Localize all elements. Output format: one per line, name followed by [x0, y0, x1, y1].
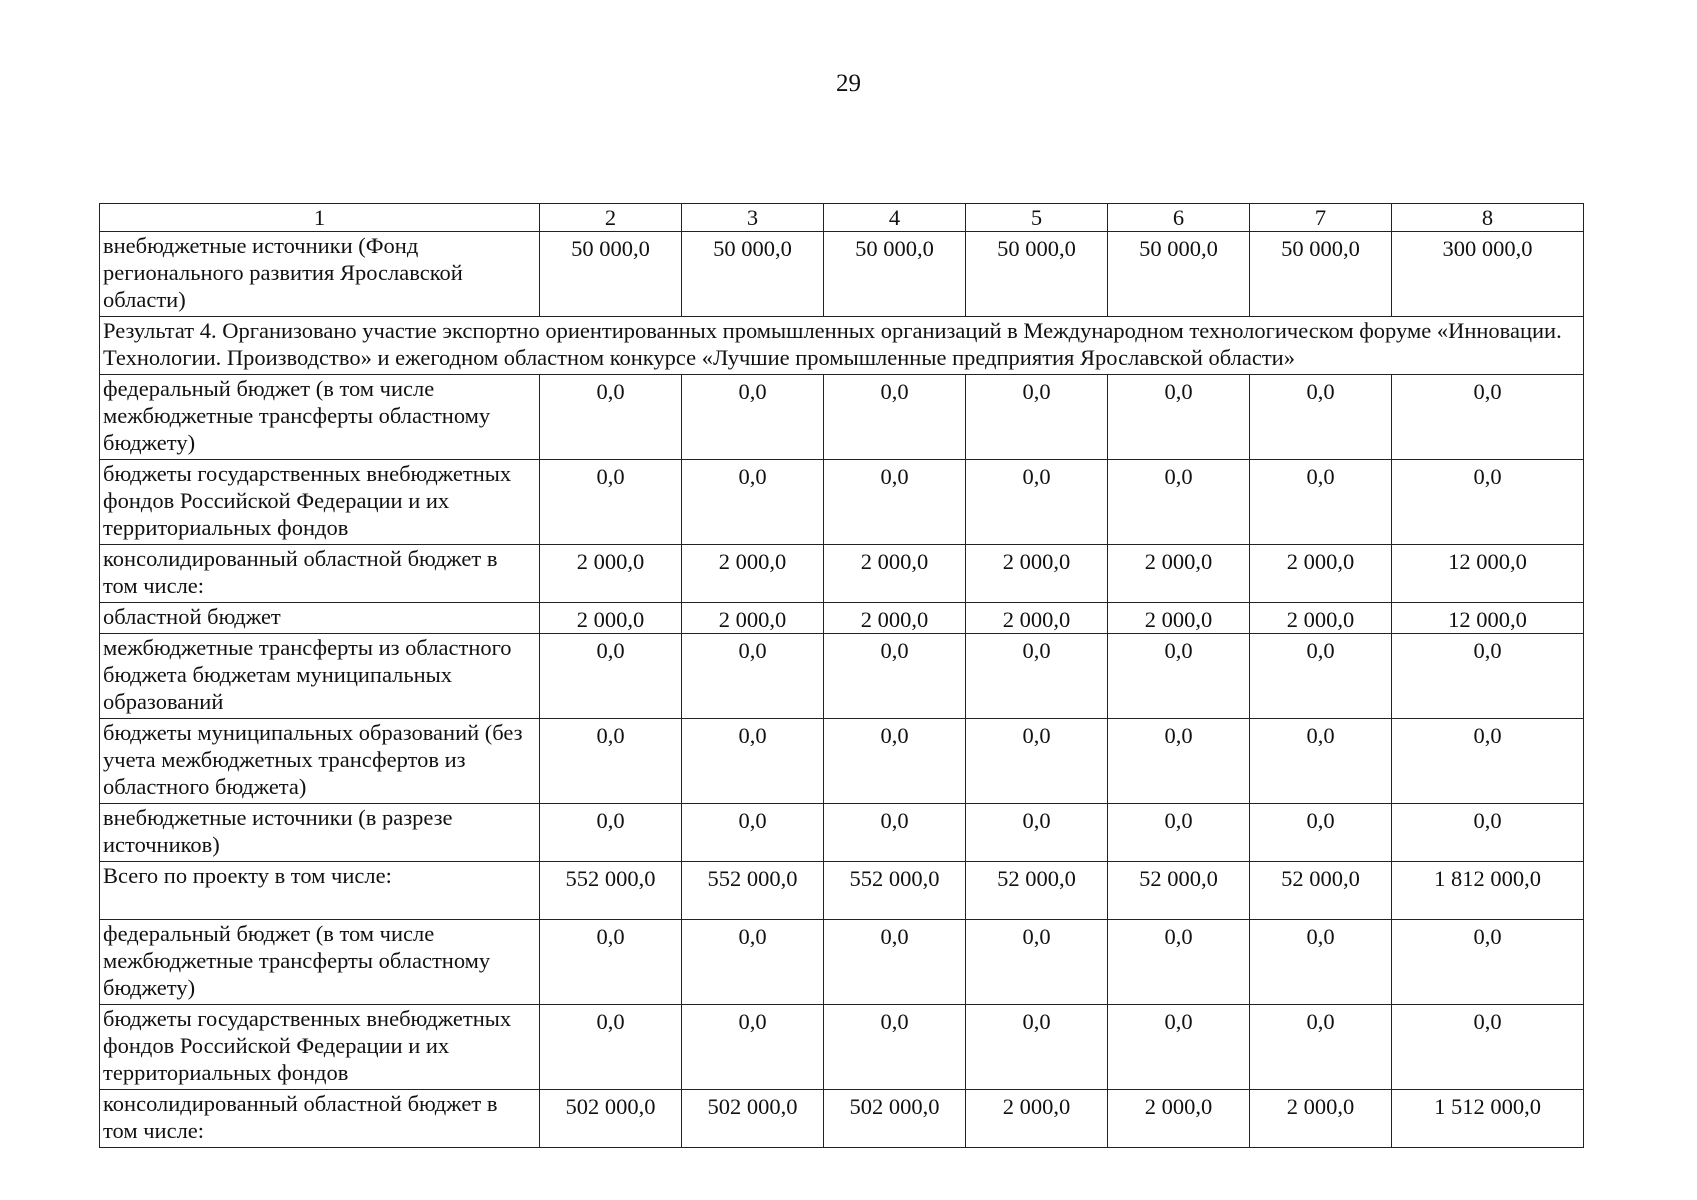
cell-value: 0,0 [824, 719, 966, 804]
cell-value: 502 000,0 [540, 1090, 682, 1148]
cell-value: 0,0 [966, 920, 1108, 1005]
cell-value: 0,0 [966, 804, 1108, 862]
cell-value: 0,0 [966, 1005, 1108, 1090]
cell-value: 0,0 [1250, 920, 1392, 1005]
cell-value: 0,0 [1108, 920, 1250, 1005]
table-header-row [100, 204, 1584, 232]
table-row [100, 1005, 1584, 1090]
cell-value: 0,0 [1392, 460, 1584, 545]
row-label: бюджеты государственных внебюджетных фондов Российской Федерации и их территориальных фондов [100, 1005, 540, 1090]
cell-value: 2 000,0 [1250, 603, 1392, 634]
cell-value: 50 000,0 [1108, 232, 1250, 317]
cell-value: 0,0 [966, 460, 1108, 545]
cell-value: 2 000,0 [682, 603, 824, 634]
cell-value: 2 000,0 [540, 603, 682, 634]
cell-value: 2 000,0 [824, 545, 966, 603]
cell-value: 2 000,0 [1250, 545, 1392, 603]
cell-value: 1 512 000,0 [1392, 1090, 1584, 1148]
result-row [100, 317, 1584, 375]
column-header: 4 [824, 204, 966, 232]
cell-value: 50 000,0 [1250, 232, 1392, 317]
cell-value: 300 000,0 [1392, 232, 1584, 317]
cell-value: 0,0 [540, 920, 682, 1005]
row-label: бюджеты государственных внебюджетных фондов Российской Федерации и их территориальных фондов [100, 460, 540, 545]
page-number: 29 [836, 70, 861, 97]
cell-value: 12 000,0 [1392, 545, 1584, 603]
cell-value: 0,0 [540, 375, 682, 460]
cell-value: 0,0 [824, 634, 966, 719]
cell-value: 0,0 [1250, 719, 1392, 804]
cell-value: 0,0 [1392, 804, 1584, 862]
row-label: федеральный бюджет (в том числе межбюджетные трансферты областному бюджету) [100, 375, 540, 460]
table-row [100, 804, 1584, 862]
cell-value: 50 000,0 [824, 232, 966, 317]
cell-value: 1 812 000,0 [1392, 862, 1584, 920]
row-label: консолидированный областной бюджет в том числе: [100, 1090, 540, 1148]
cell-value: 52 000,0 [966, 862, 1108, 920]
cell-value: 552 000,0 [540, 862, 682, 920]
table-row [100, 375, 1584, 460]
cell-value: 0,0 [540, 719, 682, 804]
cell-value: 0,0 [540, 634, 682, 719]
cell-value: 0,0 [1108, 375, 1250, 460]
cell-value: 0,0 [1392, 920, 1584, 1005]
cell-value: 2 000,0 [1108, 545, 1250, 603]
cell-value: 0,0 [540, 1005, 682, 1090]
cell-value: 0,0 [682, 920, 824, 1005]
cell-value: 0,0 [966, 375, 1108, 460]
cell-value: 0,0 [682, 375, 824, 460]
cell-value: 50 000,0 [540, 232, 682, 317]
cell-value: 0,0 [540, 460, 682, 545]
column-header: 8 [1392, 204, 1584, 232]
cell-value: 12 000,0 [1392, 603, 1584, 634]
cell-value: 0,0 [966, 634, 1108, 719]
cell-value: 50 000,0 [682, 232, 824, 317]
cell-value: 0,0 [540, 804, 682, 862]
cell-value: 552 000,0 [682, 862, 824, 920]
cell-value: 0,0 [1108, 719, 1250, 804]
result-heading: Результат 4. Организовано участие экспортно ориентированных промышленных организаций в Международном технологическом форуме «Инновации. Технологии. Производство» и ежегодном областном конкурсе «Лучшие промышленные предприятия Ярославской области» [100, 317, 1584, 375]
cell-value: 0,0 [1108, 460, 1250, 545]
row-label: внебюджетные источники (в разрезе источников) [100, 804, 540, 862]
cell-value: 52 000,0 [1250, 862, 1392, 920]
cell-value: 2 000,0 [824, 603, 966, 634]
table-row [100, 920, 1584, 1005]
cell-value: 2 000,0 [1250, 1090, 1392, 1148]
cell-value: 0,0 [1392, 375, 1584, 460]
cell-value: 0,0 [1250, 460, 1392, 545]
budget-table [99, 203, 1584, 1148]
cell-value: 0,0 [1250, 634, 1392, 719]
cell-value: 0,0 [1108, 1005, 1250, 1090]
cell-value: 2 000,0 [1108, 603, 1250, 634]
cell-value: 0,0 [1250, 804, 1392, 862]
row-label: Всего по проекту в том числе: [100, 862, 540, 920]
cell-value: 0,0 [682, 804, 824, 862]
table-row [100, 634, 1584, 719]
cell-value: 2 000,0 [682, 545, 824, 603]
cell-value: 0,0 [1392, 634, 1584, 719]
column-header: 2 [540, 204, 682, 232]
cell-value: 2 000,0 [540, 545, 682, 603]
row-label: консолидированный областной бюджет в том числе: [100, 545, 540, 603]
cell-value: 0,0 [824, 920, 966, 1005]
table-row [100, 545, 1584, 603]
cell-value: 0,0 [682, 460, 824, 545]
row-label: областной бюджет [100, 603, 540, 634]
row-label: бюджеты муниципальных образований (без учета межбюджетных трансфертов из областного бюджета) [100, 719, 540, 804]
cell-value: 0,0 [824, 1005, 966, 1090]
cell-value: 2 000,0 [966, 545, 1108, 603]
table-row [100, 232, 1584, 317]
cell-value: 552 000,0 [824, 862, 966, 920]
table-row [100, 603, 1584, 634]
column-header: 1 [100, 204, 540, 232]
cell-value: 0,0 [682, 634, 824, 719]
cell-value: 0,0 [682, 719, 824, 804]
cell-value: 0,0 [1250, 375, 1392, 460]
cell-value: 502 000,0 [682, 1090, 824, 1148]
table-row [100, 862, 1584, 920]
cell-value: 0,0 [1392, 1005, 1584, 1090]
cell-value: 2 000,0 [1108, 1090, 1250, 1148]
cell-value: 0,0 [824, 375, 966, 460]
column-header: 5 [966, 204, 1108, 232]
row-label: внебюджетные источники (Фонд регионального развития Ярославской области) [100, 232, 540, 317]
column-header: 7 [1250, 204, 1392, 232]
cell-value: 0,0 [1108, 804, 1250, 862]
cell-value: 2 000,0 [966, 603, 1108, 634]
cell-value: 50 000,0 [966, 232, 1108, 317]
table-row [100, 719, 1584, 804]
column-header: 6 [1108, 204, 1250, 232]
cell-value: 0,0 [682, 1005, 824, 1090]
cell-value: 0,0 [966, 719, 1108, 804]
table-row [100, 1090, 1584, 1148]
cell-value: 52 000,0 [1108, 862, 1250, 920]
cell-value: 0,0 [1250, 1005, 1392, 1090]
cell-value: 0,0 [824, 804, 966, 862]
cell-value: 502 000,0 [824, 1090, 966, 1148]
row-label: межбюджетные трансферты из областного бюджета бюджетам муниципальных образований [100, 634, 540, 719]
cell-value: 0,0 [824, 460, 966, 545]
column-header: 3 [682, 204, 824, 232]
cell-value: 2 000,0 [966, 1090, 1108, 1148]
row-label: федеральный бюджет (в том числе межбюджетные трансферты областному бюджету) [100, 920, 540, 1005]
cell-value: 0,0 [1108, 634, 1250, 719]
cell-value: 0,0 [1392, 719, 1584, 804]
table-row [100, 460, 1584, 545]
